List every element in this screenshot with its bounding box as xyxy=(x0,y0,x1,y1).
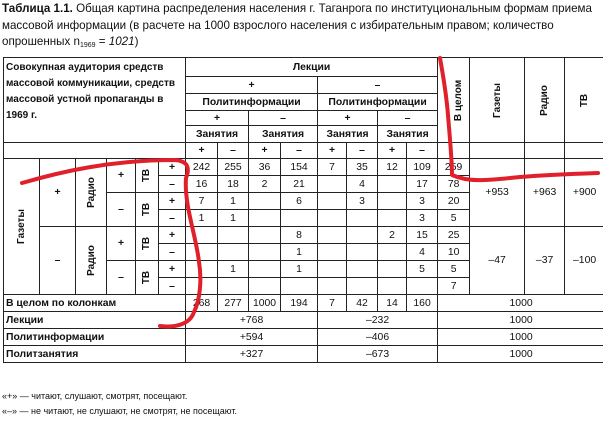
summary-label: Лекции xyxy=(4,312,186,329)
caption-sub: 1969 xyxy=(79,42,96,49)
row-radio-minus-1: – xyxy=(107,193,136,227)
h-cls-minus-3: – xyxy=(347,143,378,159)
cell: 14 xyxy=(378,295,407,312)
footnote-minus: «–» — не читают, не слушают, не смотрят, не посещают. xyxy=(2,406,237,416)
header-lectures: Лекции xyxy=(186,58,438,77)
cell: 2 xyxy=(249,176,281,193)
cell: 277 xyxy=(218,295,249,312)
cell: 6 xyxy=(281,193,318,210)
cell xyxy=(281,278,318,295)
summary-row xyxy=(4,329,603,346)
cell: 42 xyxy=(347,295,378,312)
cell: 5 xyxy=(407,261,438,278)
sum-total: 1000 xyxy=(438,295,603,312)
cell: 7 xyxy=(438,278,470,295)
row-radio-plus-1: + xyxy=(107,159,136,193)
h-cls-minus-1: – xyxy=(218,143,249,159)
summary-label: Политинформации xyxy=(4,329,186,346)
row-radio-label-1: Радио xyxy=(85,177,97,208)
cell: 36 xyxy=(249,159,281,176)
row-tv-plus-3: + xyxy=(159,227,186,244)
cell: 5 xyxy=(438,261,470,278)
cell xyxy=(186,261,218,278)
table-corner: Совокупная аудитория средств массовой коммуникации, средств массовой устной пропаганды в 1969 г. xyxy=(4,58,186,143)
cell: 1 xyxy=(281,244,318,261)
cell xyxy=(186,278,218,295)
h-pi-minus-1: – xyxy=(249,111,318,126)
row-tv-plus-2: + xyxy=(159,193,186,210)
sum-label: В целом по колонкам xyxy=(4,295,186,312)
row-tv-plus-1: + xyxy=(159,159,186,176)
cell xyxy=(378,176,407,193)
row-tv-label-1: ТВ xyxy=(141,168,153,183)
cell: 1 xyxy=(281,261,318,278)
h-pi-plus-1: + xyxy=(186,111,249,126)
header-radio-spacer xyxy=(525,143,565,159)
cell: 3 xyxy=(407,193,438,210)
caption-close: ) xyxy=(134,35,139,48)
distribution-table xyxy=(3,57,603,363)
row-tv-2 xyxy=(136,193,159,227)
cell xyxy=(186,227,218,244)
cell xyxy=(249,210,281,227)
cell: 7 xyxy=(318,295,347,312)
summary-total: 1000 xyxy=(438,312,603,329)
summary-minus: –406 xyxy=(318,329,438,346)
val-news-plus: +953 xyxy=(470,159,525,227)
cell: 1 xyxy=(186,210,218,227)
header-newspapers-label: Газеты xyxy=(491,82,503,118)
row-tv-1 xyxy=(136,159,159,193)
cell xyxy=(347,244,378,261)
h-cls-plus-4: + xyxy=(378,143,407,159)
row-tv-label-2: ТВ xyxy=(141,202,153,217)
cell: 35 xyxy=(347,159,378,176)
row-radio-1 xyxy=(76,159,107,227)
h-cls-plus-2: + xyxy=(249,143,281,159)
cell: 1 xyxy=(218,261,249,278)
val-radio-minus: –37 xyxy=(525,227,565,295)
cell xyxy=(318,244,347,261)
caption-eq: = xyxy=(95,35,109,48)
table-row xyxy=(4,227,603,244)
cell xyxy=(249,227,281,244)
summary-minus: –673 xyxy=(318,346,438,363)
cell xyxy=(249,278,281,295)
summary-total: 1000 xyxy=(438,346,603,363)
cell xyxy=(218,278,249,295)
caption-label: Таблица 1.1. xyxy=(2,2,73,15)
cell: 7 xyxy=(318,159,347,176)
cell: 7 xyxy=(186,193,218,210)
h-cls-plus-3: + xyxy=(318,143,347,159)
cell: 1000 xyxy=(249,295,281,312)
cell: 12 xyxy=(378,159,407,176)
cell xyxy=(347,210,378,227)
row-tv-minus-2: – xyxy=(159,210,186,227)
cell: 8 xyxy=(281,227,318,244)
sum-row xyxy=(4,295,603,312)
row-tv-3 xyxy=(136,227,159,261)
caption-n: 1021 xyxy=(108,35,135,48)
cell: 3 xyxy=(347,193,378,210)
header-politinfo-1: Политинформации xyxy=(186,94,318,111)
row-tv-label-4: ТВ xyxy=(141,270,153,285)
row-radio-minus-2: – xyxy=(107,261,136,295)
table-row xyxy=(4,159,603,176)
row-radio-plus-2: + xyxy=(107,227,136,261)
cell: 10 xyxy=(438,244,470,261)
h-classes-2: Занятия xyxy=(249,126,318,143)
cell: 3 xyxy=(407,210,438,227)
cell: 109 xyxy=(407,159,438,176)
cell xyxy=(347,227,378,244)
header-radio-label: Радио xyxy=(539,84,551,116)
summary-plus: +327 xyxy=(186,346,318,363)
cell: 4 xyxy=(347,176,378,193)
header-lectures-plus: + xyxy=(186,77,318,94)
cell: 21 xyxy=(281,176,318,193)
header-tv-spacer xyxy=(565,143,603,159)
header-newspapers xyxy=(470,58,525,143)
table-caption xyxy=(2,1,600,51)
cell: 255 xyxy=(218,159,249,176)
val-radio-plus: +963 xyxy=(525,159,565,227)
header-lectures-minus: – xyxy=(318,77,438,94)
cell xyxy=(378,193,407,210)
val-tv-minus: –100 xyxy=(565,227,603,295)
cell: 17 xyxy=(407,176,438,193)
h-classes-1: Занятия xyxy=(186,126,249,143)
cell xyxy=(378,278,407,295)
cell: 16 xyxy=(186,176,218,193)
cell xyxy=(378,261,407,278)
cell: 20 xyxy=(438,193,470,210)
cell xyxy=(218,227,249,244)
cell xyxy=(347,261,378,278)
cell xyxy=(318,193,347,210)
cell xyxy=(378,244,407,261)
cell xyxy=(249,244,281,261)
cell: 1 xyxy=(218,193,249,210)
summary-row xyxy=(4,312,603,329)
header-spacer xyxy=(4,143,186,159)
cell: 25 xyxy=(438,227,470,244)
row-radio-2 xyxy=(76,227,107,295)
header-tv-label: ТВ xyxy=(579,93,591,107)
row-newspapers-label: Газеты xyxy=(16,209,27,244)
header-politinfo-2: Политинформации xyxy=(318,94,438,111)
cell xyxy=(318,227,347,244)
h-pi-plus-2: + xyxy=(318,111,378,126)
row-tv-label-3: ТВ xyxy=(141,236,153,251)
cell xyxy=(186,244,218,261)
header-total xyxy=(438,58,470,143)
cell: 194 xyxy=(281,295,318,312)
cell: 160 xyxy=(407,295,438,312)
val-news-minus: –47 xyxy=(470,227,525,295)
cell xyxy=(218,244,249,261)
cell: 154 xyxy=(281,159,318,176)
h-pi-minus-2: – xyxy=(378,111,438,126)
cell: 5 xyxy=(438,210,470,227)
summary-plus: +594 xyxy=(186,329,318,346)
header-total-spacer xyxy=(438,143,470,159)
header-tv xyxy=(565,58,603,143)
cell xyxy=(249,261,281,278)
cell: 259 xyxy=(438,159,470,176)
cell: 268 xyxy=(186,295,218,312)
row-tv-minus-1: – xyxy=(159,176,186,193)
cell: 4 xyxy=(407,244,438,261)
val-tv-plus: +900 xyxy=(565,159,603,227)
caption-text: Общая картина распределения населения г. Таганрога по институциональным формам приема массовой информации (в расчете на 1000 взрослого населения с избирательным правом; количество опрошенных n xyxy=(2,2,592,48)
cell xyxy=(281,210,318,227)
cell xyxy=(407,278,438,295)
cell: 78 xyxy=(438,176,470,193)
cell xyxy=(318,176,347,193)
row-tv-plus-4: + xyxy=(159,261,186,278)
row-news-plus: + xyxy=(40,159,76,227)
row-radio-label-2: Радио xyxy=(85,245,97,276)
row-news-minus: – xyxy=(40,227,76,295)
h-classes-3: Занятия xyxy=(318,126,378,143)
h-classes-4: Занятия xyxy=(378,126,438,143)
cell: 18 xyxy=(218,176,249,193)
row-group-newspapers xyxy=(4,159,40,295)
h-cls-minus-2: – xyxy=(281,143,318,159)
h-cls-minus-4: – xyxy=(407,143,438,159)
header-radio xyxy=(525,58,565,143)
h-cls-plus-1: + xyxy=(186,143,218,159)
cell xyxy=(347,278,378,295)
cell: 15 xyxy=(407,227,438,244)
cell xyxy=(318,278,347,295)
header-total-label: В целом xyxy=(453,79,465,121)
row-tv-4 xyxy=(136,261,159,295)
summary-row xyxy=(4,346,603,363)
row-tv-minus-4: – xyxy=(159,278,186,295)
cell: 1 xyxy=(218,210,249,227)
row-tv-minus-3: – xyxy=(159,244,186,261)
summary-plus: +768 xyxy=(186,312,318,329)
summary-total: 1000 xyxy=(438,329,603,346)
summary-label: Политзанятия xyxy=(4,346,186,363)
cell xyxy=(318,261,347,278)
cell xyxy=(378,210,407,227)
footnote-plus: «+» — читают, слушают, смотрят, посещают. xyxy=(2,391,188,401)
cell xyxy=(318,210,347,227)
cell: 2 xyxy=(378,227,407,244)
summary-minus: –232 xyxy=(318,312,438,329)
header-news-spacer xyxy=(470,143,525,159)
cell xyxy=(249,193,281,210)
cell: 242 xyxy=(186,159,218,176)
